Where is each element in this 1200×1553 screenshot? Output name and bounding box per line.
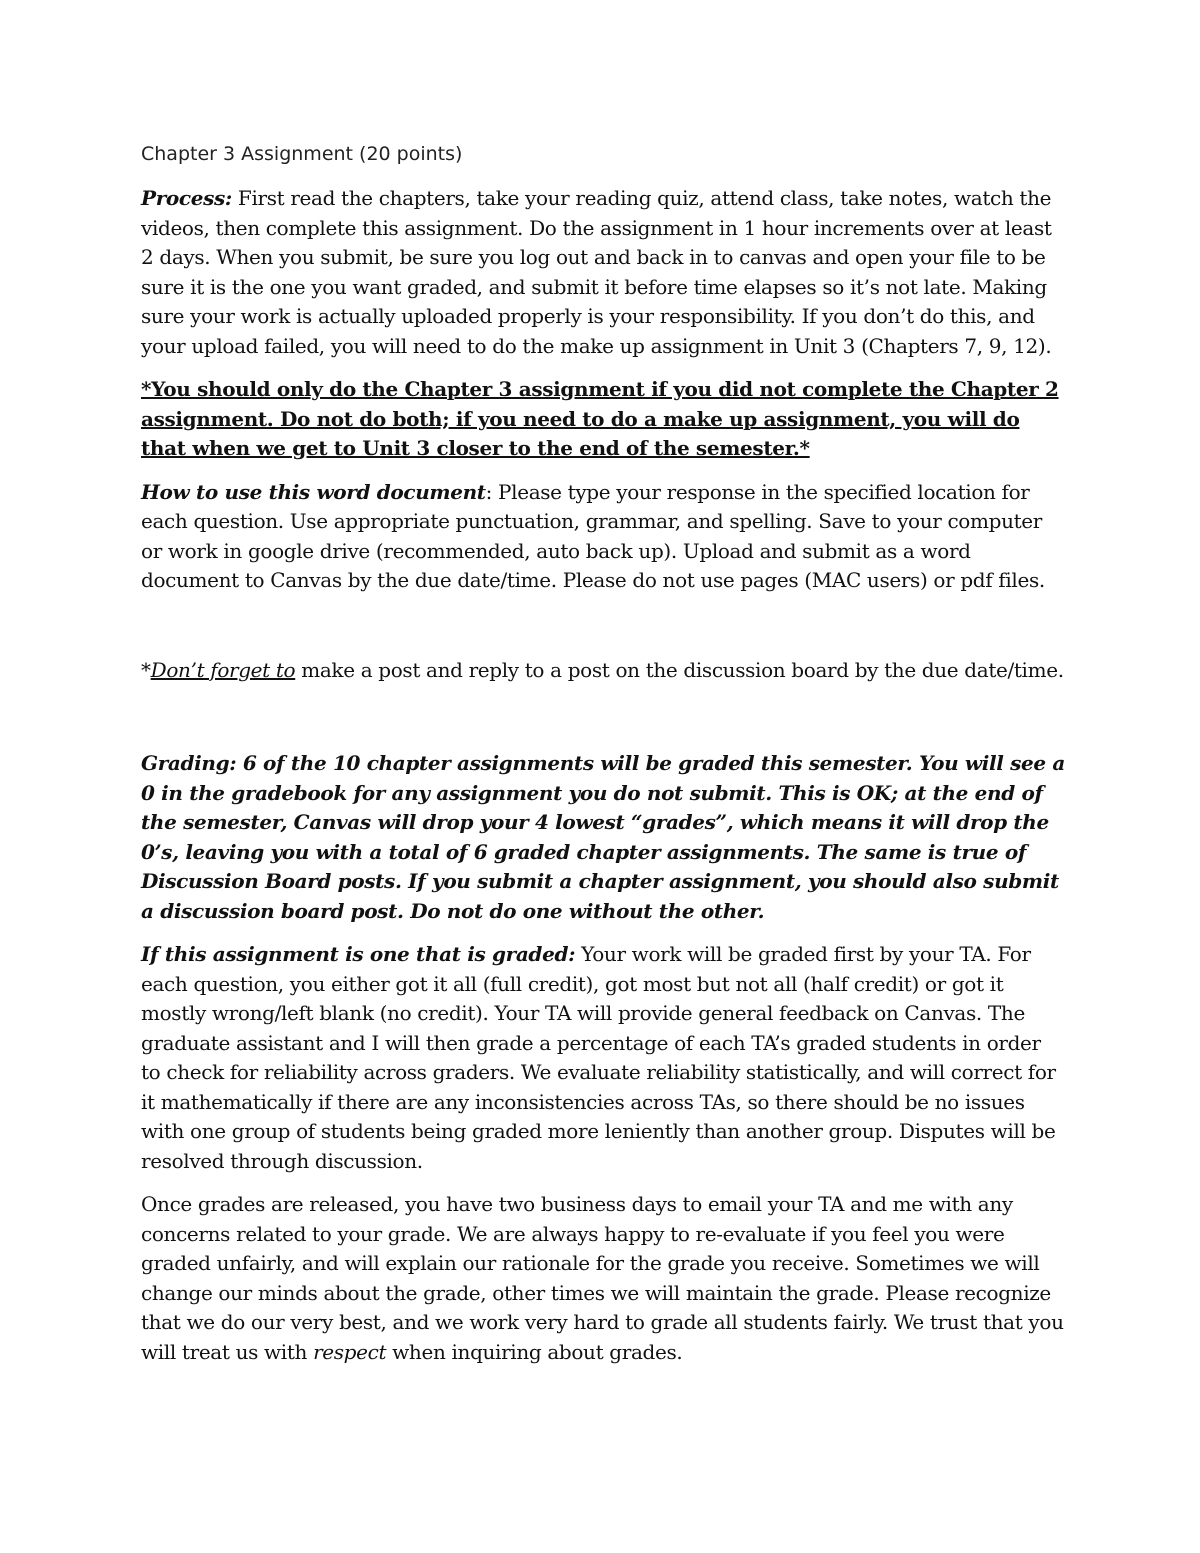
- process-paragraph: [141, 184, 1066, 361]
- how-to-paragraph: [141, 478, 1066, 596]
- how-to-label: How to use this word document: [141, 479, 486, 504]
- graded-paragraph: [141, 940, 1066, 1176]
- release-emphasis: respect: [313, 1339, 387, 1364]
- graded-label: If this assignment is one that is graded:: [141, 942, 576, 966]
- how-to-text: : Please type your response in the specified location for each question. Use appropriate punctuation, grammar, and spelling. Save to your computer or work in google drive (recommended, auto back up). Upload and submit as a word document to Canvas by the due date/time. Please do not use pages (MAC users) or pdf files.: [141, 479, 1045, 592]
- graded-text: Your work will be graded first by your TA. For each question, you either got it all (full credit), got most but not all (half credit) or got it mostly wrong/left blank (no credit). Your TA will provide general feedback on Canvas. The graduate assistant and I will then grade a percentage of each TA’s graded students in order to check for reliability across graders. We evaluate reliability statistically, and will correct for it mathematically if there are any inconsistencies across TAs, so there should be no issues with one group of students being graded more leniently than another group. Disputes will be resolved through discussion.: [141, 942, 1056, 1173]
- document-body: [141, 140, 1066, 1381]
- warning-notice: *You should only do the Chapter 3 assignment if you did not complete the Chapter 2 assignment. Do not do both; if you need to do a make up assignment, you will do that when we get to Unit 3 closer to the end of the semester.*: [141, 377, 1059, 460]
- assignment-title: Chapter 3 Assignment (20 points): [141, 143, 463, 165]
- blank-line: [141, 610, 1066, 656]
- blank-line: [141, 699, 1066, 749]
- process-text: First read the chapters, take your reading quiz, attend class, take notes, watch the videos, then complete this assignment. Do the assignment in 1 hour increments over at least 2 days. When you submit, be sure you log out and back in to canvas and open your file to be sure it is the one you want graded, and submit it before time elapses so it’s not late. Making sure your work is actually uploaded properly is your responsibility. If you don’t do this, and your upload failed, you will need to do the make up assignment in Unit 3 (Chapters 7, 9, 12).: [141, 186, 1052, 358]
- release-paragraph: [141, 1190, 1066, 1367]
- process-label: Process:: [141, 186, 232, 210]
- grading-paragraph: Grading: 6 of the 10 chapter assignments will be graded this semester. You will see a 0 in the gradebook for any assignment you do not submit. This is OK; at the end of the semester, Canvas will drop your 4 lowest “grades”, which means it will drop the 0’s, leaving you with a total of 6 graded chapter assignments. The same is true of Discussion Board posts. If you submit a chapter assignment, you should also submit a discussion board post. Do not do one without the other.: [141, 751, 1066, 923]
- release-suffix: when inquiring about grades.: [386, 1339, 683, 1364]
- release-text: Once grades are released, you have two business days to email your TA and me with any concerns related to your grade. We are always happy to re-evaluate if you feel you were graded unfairly, and will explain our rationale for the grade you receive. Sometimes we will change our minds about the grade, other times we will maintain the grade. Please recognize that we do our very best, and we work very hard to grade all students fairly. We trust that you will treat us with: [141, 1192, 1064, 1364]
- reminder-emphasis: Don’t forget to: [150, 657, 296, 682]
- reminder-prefix: *: [141, 657, 151, 682]
- reminder-text: make a post and reply to a post on the discussion board by the due date/time.: [295, 657, 1064, 682]
- discussion-reminder: [141, 656, 1066, 686]
